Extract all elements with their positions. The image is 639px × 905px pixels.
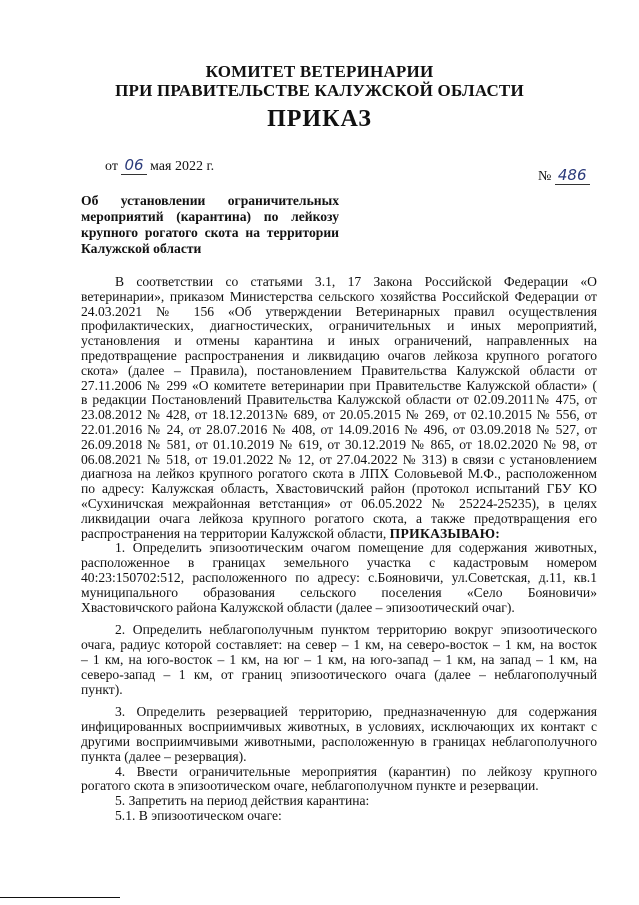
body-line: другими восприимчивыми животными, расположенную в границах неблагополучного xyxy=(81,733,597,749)
body-line-last xyxy=(81,527,597,542)
number-value-handwritten: 486 xyxy=(555,166,590,185)
order-word: ПРИКАЗЫВАЮ: xyxy=(389,525,501,541)
body-line: ликвидации очага лейкоза крупного рогатого скота, а также предотвращения его xyxy=(81,510,597,526)
body-line: 26.09.2018 № 581, от 01.10.2019 № 619, от 30.12.2019 № 865, от 18.02.2020 № 98, от xyxy=(81,436,597,452)
body-line: предотвращение распространения и ликвидацию очагов лейкоза крупного рогатого xyxy=(81,347,597,363)
date-prefix: от xyxy=(105,159,118,174)
document-title: ПРИКАЗ xyxy=(267,106,372,132)
body-line: 2. Определить неблагополучным пунктом территорию вокруг эпизоотического xyxy=(115,622,597,638)
paragraph-2 xyxy=(81,623,597,697)
intro-closing-text: распространения на территории Калужской области, xyxy=(81,525,387,541)
footnote-divider xyxy=(0,897,120,898)
document-number xyxy=(538,166,590,185)
body-line: рогатого скота в эпизоотическом очаге, неблагополучном пункте и резервации. xyxy=(81,778,539,794)
body-line: инфицированных восприимчивых животных, в условиях, исключающих их контакт с xyxy=(81,719,597,735)
body-line: Хвастовичского района Калужской области (далее – эпизоотический очаг). xyxy=(81,599,515,615)
body-line: 3. Определить резервацией территорию, предназначенную для содержания xyxy=(115,704,597,720)
body-line: 27.11.2006 № 299 «О комитете ветеринарии при Правительстве Калужской области» ( xyxy=(81,377,597,393)
document-date xyxy=(105,156,214,175)
body-line: скота» (далее – Правила), постановлением Правительства Калужской области от xyxy=(81,362,597,378)
body-line: в редакции Постановлений Правительства Калужской области от 02.09.2011№ 475, от xyxy=(81,392,597,408)
body-line: расположенное в границах земельного участка с кадастровым номером xyxy=(81,555,597,571)
body-line: 24.03.2021 № 156 «Об утверждении Ветеринарных правил осуществления xyxy=(81,303,597,319)
body-line: В соответствии со статьями 3.1, 17 Закона Российской Федерации «О xyxy=(115,274,597,289)
body-line: 06.08.2021 № 518, от 19.01.2022 № 12, от 27.04.2022 № 313) в связи с установлением xyxy=(81,451,597,467)
body-line: «Сухиничская межрайонная ветстанция» от 06.05.2022 № 25224-25235), в целях xyxy=(81,495,597,511)
number-prefix: № xyxy=(538,169,552,184)
body-line: диагноза на лейкоз крупного рогатого скота в ЛПХ Соловьевой М.Ф., расположенном xyxy=(81,466,597,482)
body-line: пункта (далее – резервация). xyxy=(81,748,247,764)
header-organization-line1: КОМИТЕТ ВЕТЕРИНАРИИ xyxy=(205,62,434,81)
body-line: по адресу: Калужская область, Хвастовичский район (протокол испытаний ГБУ КО xyxy=(81,481,597,497)
subject-line: Калужской области xyxy=(81,241,202,256)
body-line: очага, радиус которой составляет: на север – 1 км, на северо-восток – 1 км, на восток xyxy=(81,637,597,653)
body-line: 1. Определить эпизоотическим очагом помещение для содержания животных, xyxy=(115,540,597,556)
paragraph-5-1: 5.1. В эпизоотическом очаге: xyxy=(115,807,282,823)
body-line: пункт). xyxy=(81,681,123,697)
body-line: установления и отмены карантина и иных ограничений, направленных на xyxy=(81,333,597,349)
paragraph-5: 5. Запретить на период действия карантина: xyxy=(115,793,370,809)
body-line: профилактических, диагностических, ограничительных и иных мероприятий, xyxy=(81,318,597,334)
subject-line: мероприятий (карантина) по лейкозу xyxy=(81,209,339,224)
document-body xyxy=(81,275,597,824)
body-line: ветеринарии», приказом Министерства сельского хозяйства Российской Федерации от xyxy=(81,288,597,304)
body-line: северо-запад – 1 км, от границ эпизоотического очага (далее – неблагополучный xyxy=(81,666,597,682)
body-line: 22.01.2016 № 24, от 28.07.2016 № 408, от 14.09.2016 № 496, от 03.09.2018 № 527, от xyxy=(81,421,597,437)
header-organization-line2: ПРИ ПРАВИТЕЛЬСТВЕ КАЛУЖСКОЙ ОБЛАСТИ xyxy=(115,81,524,100)
body-line: муниципального образования сельского поселения «Село Бояновичи» xyxy=(81,584,597,600)
body-line: 23.08.2012 № 428, от 18.12.2013№ 689, от 20.05.2015 № 269, от 02.10.2015 № 556, от xyxy=(81,407,597,423)
paragraph-1 xyxy=(81,541,597,615)
subject-line: Об установлении ограничительных xyxy=(81,193,339,208)
intro-paragraph xyxy=(81,275,597,541)
document-subject xyxy=(81,193,339,257)
body-line: – 1 км, на юго-восток – 1 км, на юг – 1 км, на юго-запад – 1 км, на запад – 1 км, на xyxy=(81,651,597,667)
date-rest: мая 2022 г. xyxy=(150,159,215,174)
body-line: 4. Ввести ограничительные мероприятия (карантин) по лейкозу крупного xyxy=(115,763,597,779)
subject-line: крупного рогатого скота на территории xyxy=(81,225,339,240)
date-day-handwritten: 06 xyxy=(121,156,146,175)
paragraph-3 xyxy=(81,705,597,764)
paragraph-4 xyxy=(81,765,597,795)
body-line: 40:23:150702:512, расположенного по адресу: с.Бояновичи, ул.Советская, д.11, кв.1 xyxy=(81,569,597,585)
